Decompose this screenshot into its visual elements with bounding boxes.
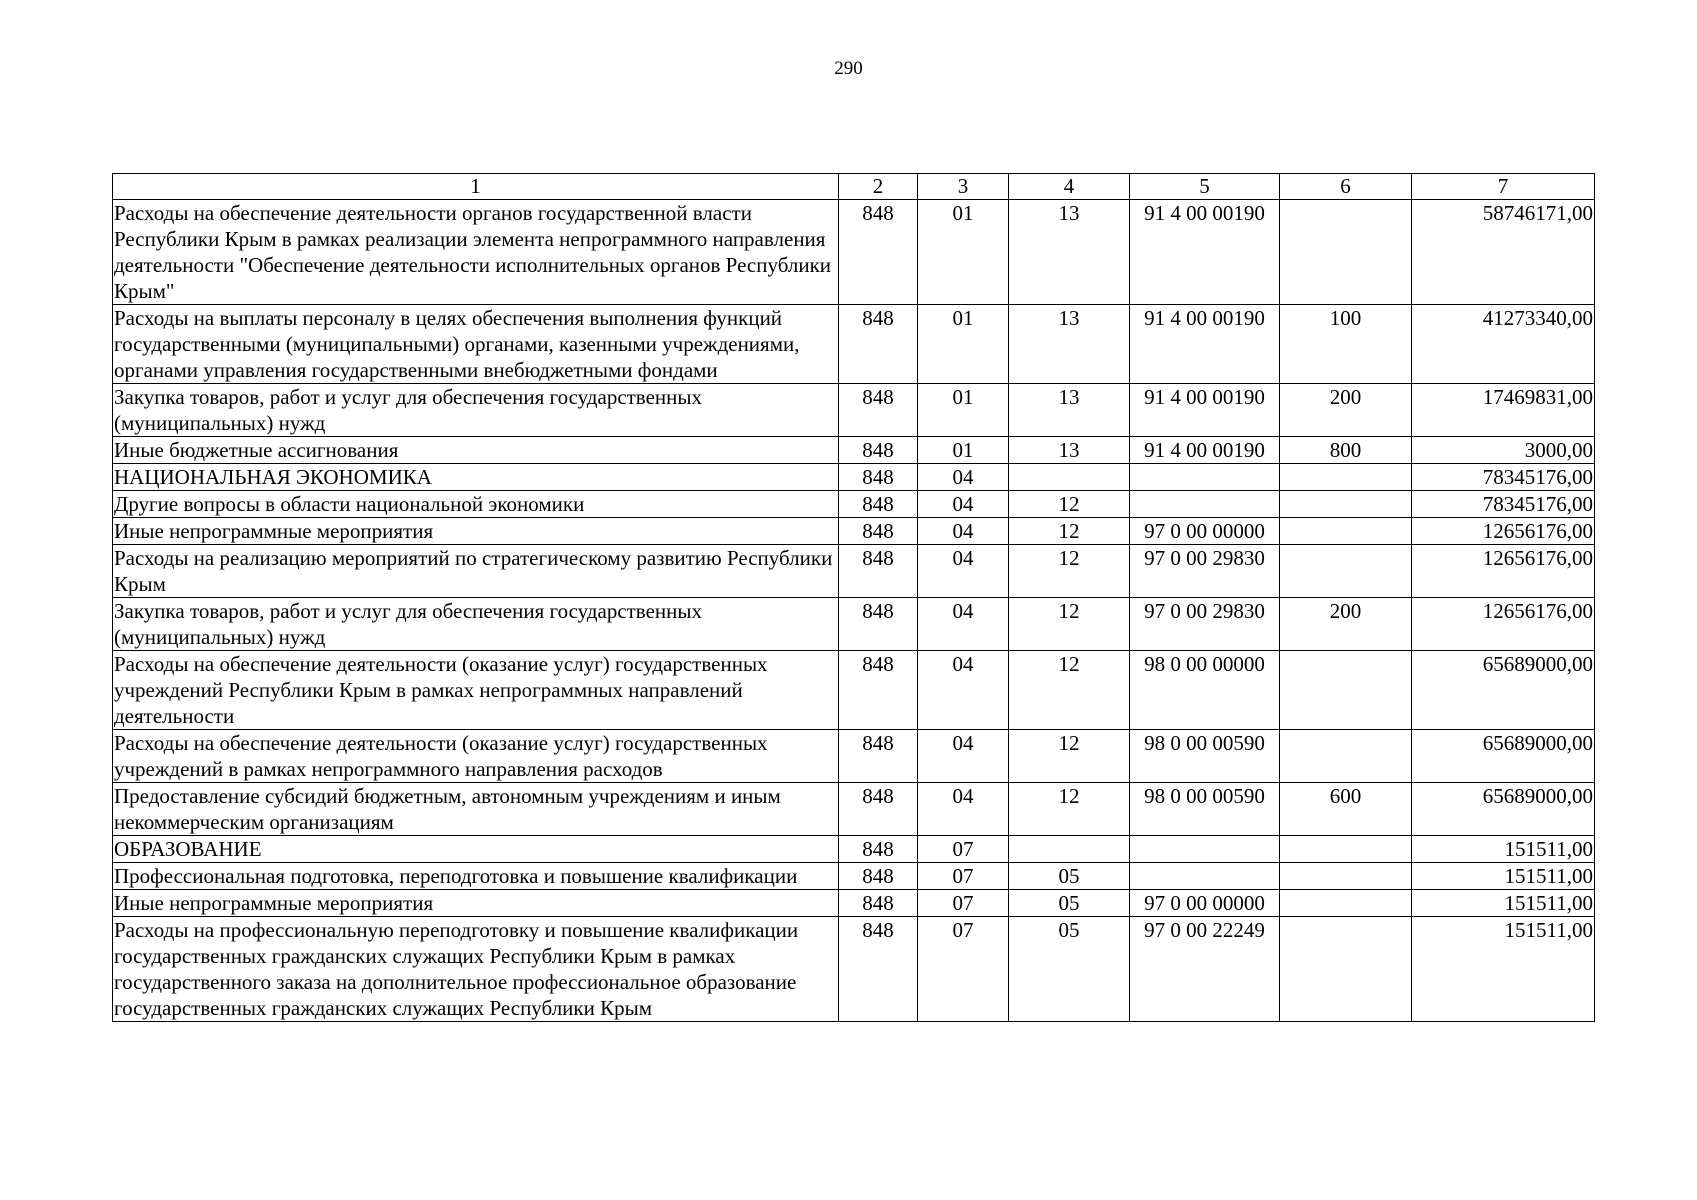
row-description: Иные непрограммные мероприятия xyxy=(113,890,839,917)
row-subsection-code: 12 xyxy=(1009,598,1130,651)
table-row xyxy=(113,200,1595,305)
row-section-code: 04 xyxy=(918,518,1009,545)
row-amount: 65689000,00 xyxy=(1412,651,1595,730)
table-row xyxy=(113,518,1595,545)
row-description: Иные бюджетные ассигнования xyxy=(113,437,839,464)
row-expense-type xyxy=(1280,200,1412,305)
row-section-code: 04 xyxy=(918,545,1009,598)
table-row xyxy=(113,384,1595,437)
row-expense-type xyxy=(1280,491,1412,518)
row-amount: 78345176,00 xyxy=(1412,491,1595,518)
row-section-code: 04 xyxy=(918,730,1009,783)
row-section-code: 01 xyxy=(918,384,1009,437)
row-expense-type xyxy=(1280,836,1412,863)
row-amount: 12656176,00 xyxy=(1412,518,1595,545)
table-row xyxy=(113,890,1595,917)
row-amount: 78345176,00 xyxy=(1412,464,1595,491)
row-amount: 3000,00 xyxy=(1412,437,1595,464)
table-row xyxy=(113,437,1595,464)
row-target-article xyxy=(1130,464,1280,491)
row-section-code: 01 xyxy=(918,437,1009,464)
row-subsection-code: 13 xyxy=(1009,437,1130,464)
row-section-code: 04 xyxy=(918,651,1009,730)
page-number: 290 xyxy=(834,58,863,79)
row-target-article: 97 0 00 29830 xyxy=(1130,545,1280,598)
column-header-5: 5 xyxy=(1130,174,1280,200)
row-expense-type: 100 xyxy=(1280,305,1412,384)
row-section-code: 07 xyxy=(918,863,1009,890)
row-description: Закупка товаров, работ и услуг для обеспечения государственных (муниципальных) нужд xyxy=(113,384,839,437)
row-subsection-code: 12 xyxy=(1009,651,1130,730)
row-section-code: 04 xyxy=(918,783,1009,836)
row-target-article: 91 4 00 00190 xyxy=(1130,200,1280,305)
row-description: Расходы на обеспечение деятельности органов государственной власти Республики Крым в рамках реализации элемента непрограммного направления деятельности "Обеспечение деятельности исполнительных органов Республики Крым" xyxy=(113,200,839,305)
table-row xyxy=(113,836,1595,863)
row-ministry-code: 848 xyxy=(839,384,918,437)
row-target-article: 97 0 00 00000 xyxy=(1130,518,1280,545)
row-expense-type xyxy=(1280,651,1412,730)
row-subsection-code: 05 xyxy=(1009,863,1130,890)
row-description: Расходы на профессиональную переподготовку и повышение квалификации государственных гражданских служащих Республики Крым в рамках государственного заказа на дополнительное профессиональное образование государственных гражданских служащих Республики Крым xyxy=(113,917,839,1022)
row-expense-type: 200 xyxy=(1280,598,1412,651)
row-amount: 65689000,00 xyxy=(1412,730,1595,783)
row-expense-type: 800 xyxy=(1280,437,1412,464)
row-description: Расходы на выплаты персоналу в целях обеспечения выполнения функций государственными (муниципальными) органами, казенными учреждениями, органами управления государственными внебюджетными фондами xyxy=(113,305,839,384)
row-expense-type xyxy=(1280,730,1412,783)
row-amount: 12656176,00 xyxy=(1412,545,1595,598)
row-ministry-code: 848 xyxy=(839,491,918,518)
row-subsection-code: 12 xyxy=(1009,491,1130,518)
row-section-code: 01 xyxy=(918,200,1009,305)
row-expense-type xyxy=(1280,518,1412,545)
row-ministry-code: 848 xyxy=(839,200,918,305)
row-target-article: 98 0 00 00000 xyxy=(1130,651,1280,730)
row-expense-type: 600 xyxy=(1280,783,1412,836)
row-description: Закупка товаров, работ и услуг для обеспечения государственных (муниципальных) нужд xyxy=(113,598,839,651)
table-row xyxy=(113,651,1595,730)
row-description: НАЦИОНАЛЬНАЯ ЭКОНОМИКА xyxy=(113,464,839,491)
row-target-article: 91 4 00 00190 xyxy=(1130,384,1280,437)
row-expense-type xyxy=(1280,545,1412,598)
row-description: ОБРАЗОВАНИЕ xyxy=(113,836,839,863)
row-description: Расходы на обеспечение деятельности (оказание услуг) государственных учреждений в рамках непрограммного направления расходов xyxy=(113,730,839,783)
row-subsection-code: 12 xyxy=(1009,730,1130,783)
budget-table xyxy=(112,173,1595,1022)
row-amount: 58746171,00 xyxy=(1412,200,1595,305)
row-ministry-code: 848 xyxy=(839,890,918,917)
column-header-1: 1 xyxy=(113,174,839,200)
row-description: Расходы на обеспечение деятельности (оказание услуг) государственных учреждений Республики Крым в рамках непрограммных направлений деятельности xyxy=(113,651,839,730)
table-row xyxy=(113,917,1595,1022)
row-target-article: 97 0 00 22249 xyxy=(1130,917,1280,1022)
row-target-article xyxy=(1130,863,1280,890)
row-target-article: 91 4 00 00190 xyxy=(1130,437,1280,464)
row-ministry-code: 848 xyxy=(839,730,918,783)
row-section-code: 01 xyxy=(918,305,1009,384)
column-number-row xyxy=(113,174,1595,200)
row-expense-type xyxy=(1280,464,1412,491)
row-ministry-code: 848 xyxy=(839,598,918,651)
row-description: Предоставление субсидий бюджетным, автономным учреждениям и иным некоммерческим организациям xyxy=(113,783,839,836)
row-target-article: 98 0 00 00590 xyxy=(1130,730,1280,783)
row-section-code: 04 xyxy=(918,598,1009,651)
row-subsection-code xyxy=(1009,836,1130,863)
row-amount: 151511,00 xyxy=(1412,836,1595,863)
row-amount: 151511,00 xyxy=(1412,863,1595,890)
row-amount: 65689000,00 xyxy=(1412,783,1595,836)
row-target-article xyxy=(1130,491,1280,518)
row-target-article: 97 0 00 00000 xyxy=(1130,890,1280,917)
row-subsection-code: 12 xyxy=(1009,545,1130,598)
row-ministry-code: 848 xyxy=(839,836,918,863)
row-subsection-code: 13 xyxy=(1009,200,1130,305)
table-row xyxy=(113,863,1595,890)
row-expense-type xyxy=(1280,863,1412,890)
row-ministry-code: 848 xyxy=(839,518,918,545)
row-section-code: 07 xyxy=(918,890,1009,917)
row-ministry-code: 848 xyxy=(839,651,918,730)
row-amount: 17469831,00 xyxy=(1412,384,1595,437)
row-expense-type xyxy=(1280,917,1412,1022)
row-subsection-code: 13 xyxy=(1009,384,1130,437)
row-section-code: 04 xyxy=(918,464,1009,491)
row-ministry-code: 848 xyxy=(839,437,918,464)
row-target-article: 91 4 00 00190 xyxy=(1130,305,1280,384)
row-ministry-code: 848 xyxy=(839,464,918,491)
row-subsection-code xyxy=(1009,464,1130,491)
row-target-article: 98 0 00 00590 xyxy=(1130,783,1280,836)
row-amount: 41273340,00 xyxy=(1412,305,1595,384)
column-header-4: 4 xyxy=(1009,174,1130,200)
table-row xyxy=(113,783,1595,836)
row-ministry-code: 848 xyxy=(839,545,918,598)
row-section-code: 07 xyxy=(918,917,1009,1022)
row-subsection-code: 05 xyxy=(1009,890,1130,917)
row-ministry-code: 848 xyxy=(839,917,918,1022)
row-expense-type: 200 xyxy=(1280,384,1412,437)
table-row xyxy=(113,730,1595,783)
column-header-3: 3 xyxy=(918,174,1009,200)
row-amount: 151511,00 xyxy=(1412,917,1595,1022)
row-section-code: 04 xyxy=(918,491,1009,518)
row-ministry-code: 848 xyxy=(839,863,918,890)
row-subsection-code: 05 xyxy=(1009,917,1130,1022)
column-header-7: 7 xyxy=(1412,174,1595,200)
table-row xyxy=(113,464,1595,491)
row-subsection-code: 13 xyxy=(1009,305,1130,384)
row-subsection-code: 12 xyxy=(1009,518,1130,545)
row-ministry-code: 848 xyxy=(839,783,918,836)
row-target-article xyxy=(1130,836,1280,863)
row-expense-type xyxy=(1280,890,1412,917)
row-description: Иные непрограммные мероприятия xyxy=(113,518,839,545)
row-description: Другие вопросы в области национальной экономики xyxy=(113,491,839,518)
row-target-article: 97 0 00 29830 xyxy=(1130,598,1280,651)
table-row xyxy=(113,545,1595,598)
table-row xyxy=(113,598,1595,651)
row-section-code: 07 xyxy=(918,836,1009,863)
table-row xyxy=(113,491,1595,518)
row-amount: 12656176,00 xyxy=(1412,598,1595,651)
row-amount: 151511,00 xyxy=(1412,890,1595,917)
row-ministry-code: 848 xyxy=(839,305,918,384)
column-header-2: 2 xyxy=(839,174,918,200)
row-subsection-code: 12 xyxy=(1009,783,1130,836)
table-row xyxy=(113,305,1595,384)
table-body xyxy=(113,200,1595,1022)
column-header-6: 6 xyxy=(1280,174,1412,200)
row-description: Профессиональная подготовка, переподготовка и повышение квалификации xyxy=(113,863,839,890)
row-description: Расходы на реализацию мероприятий по стратегическому развитию Республики Крым xyxy=(113,545,839,598)
